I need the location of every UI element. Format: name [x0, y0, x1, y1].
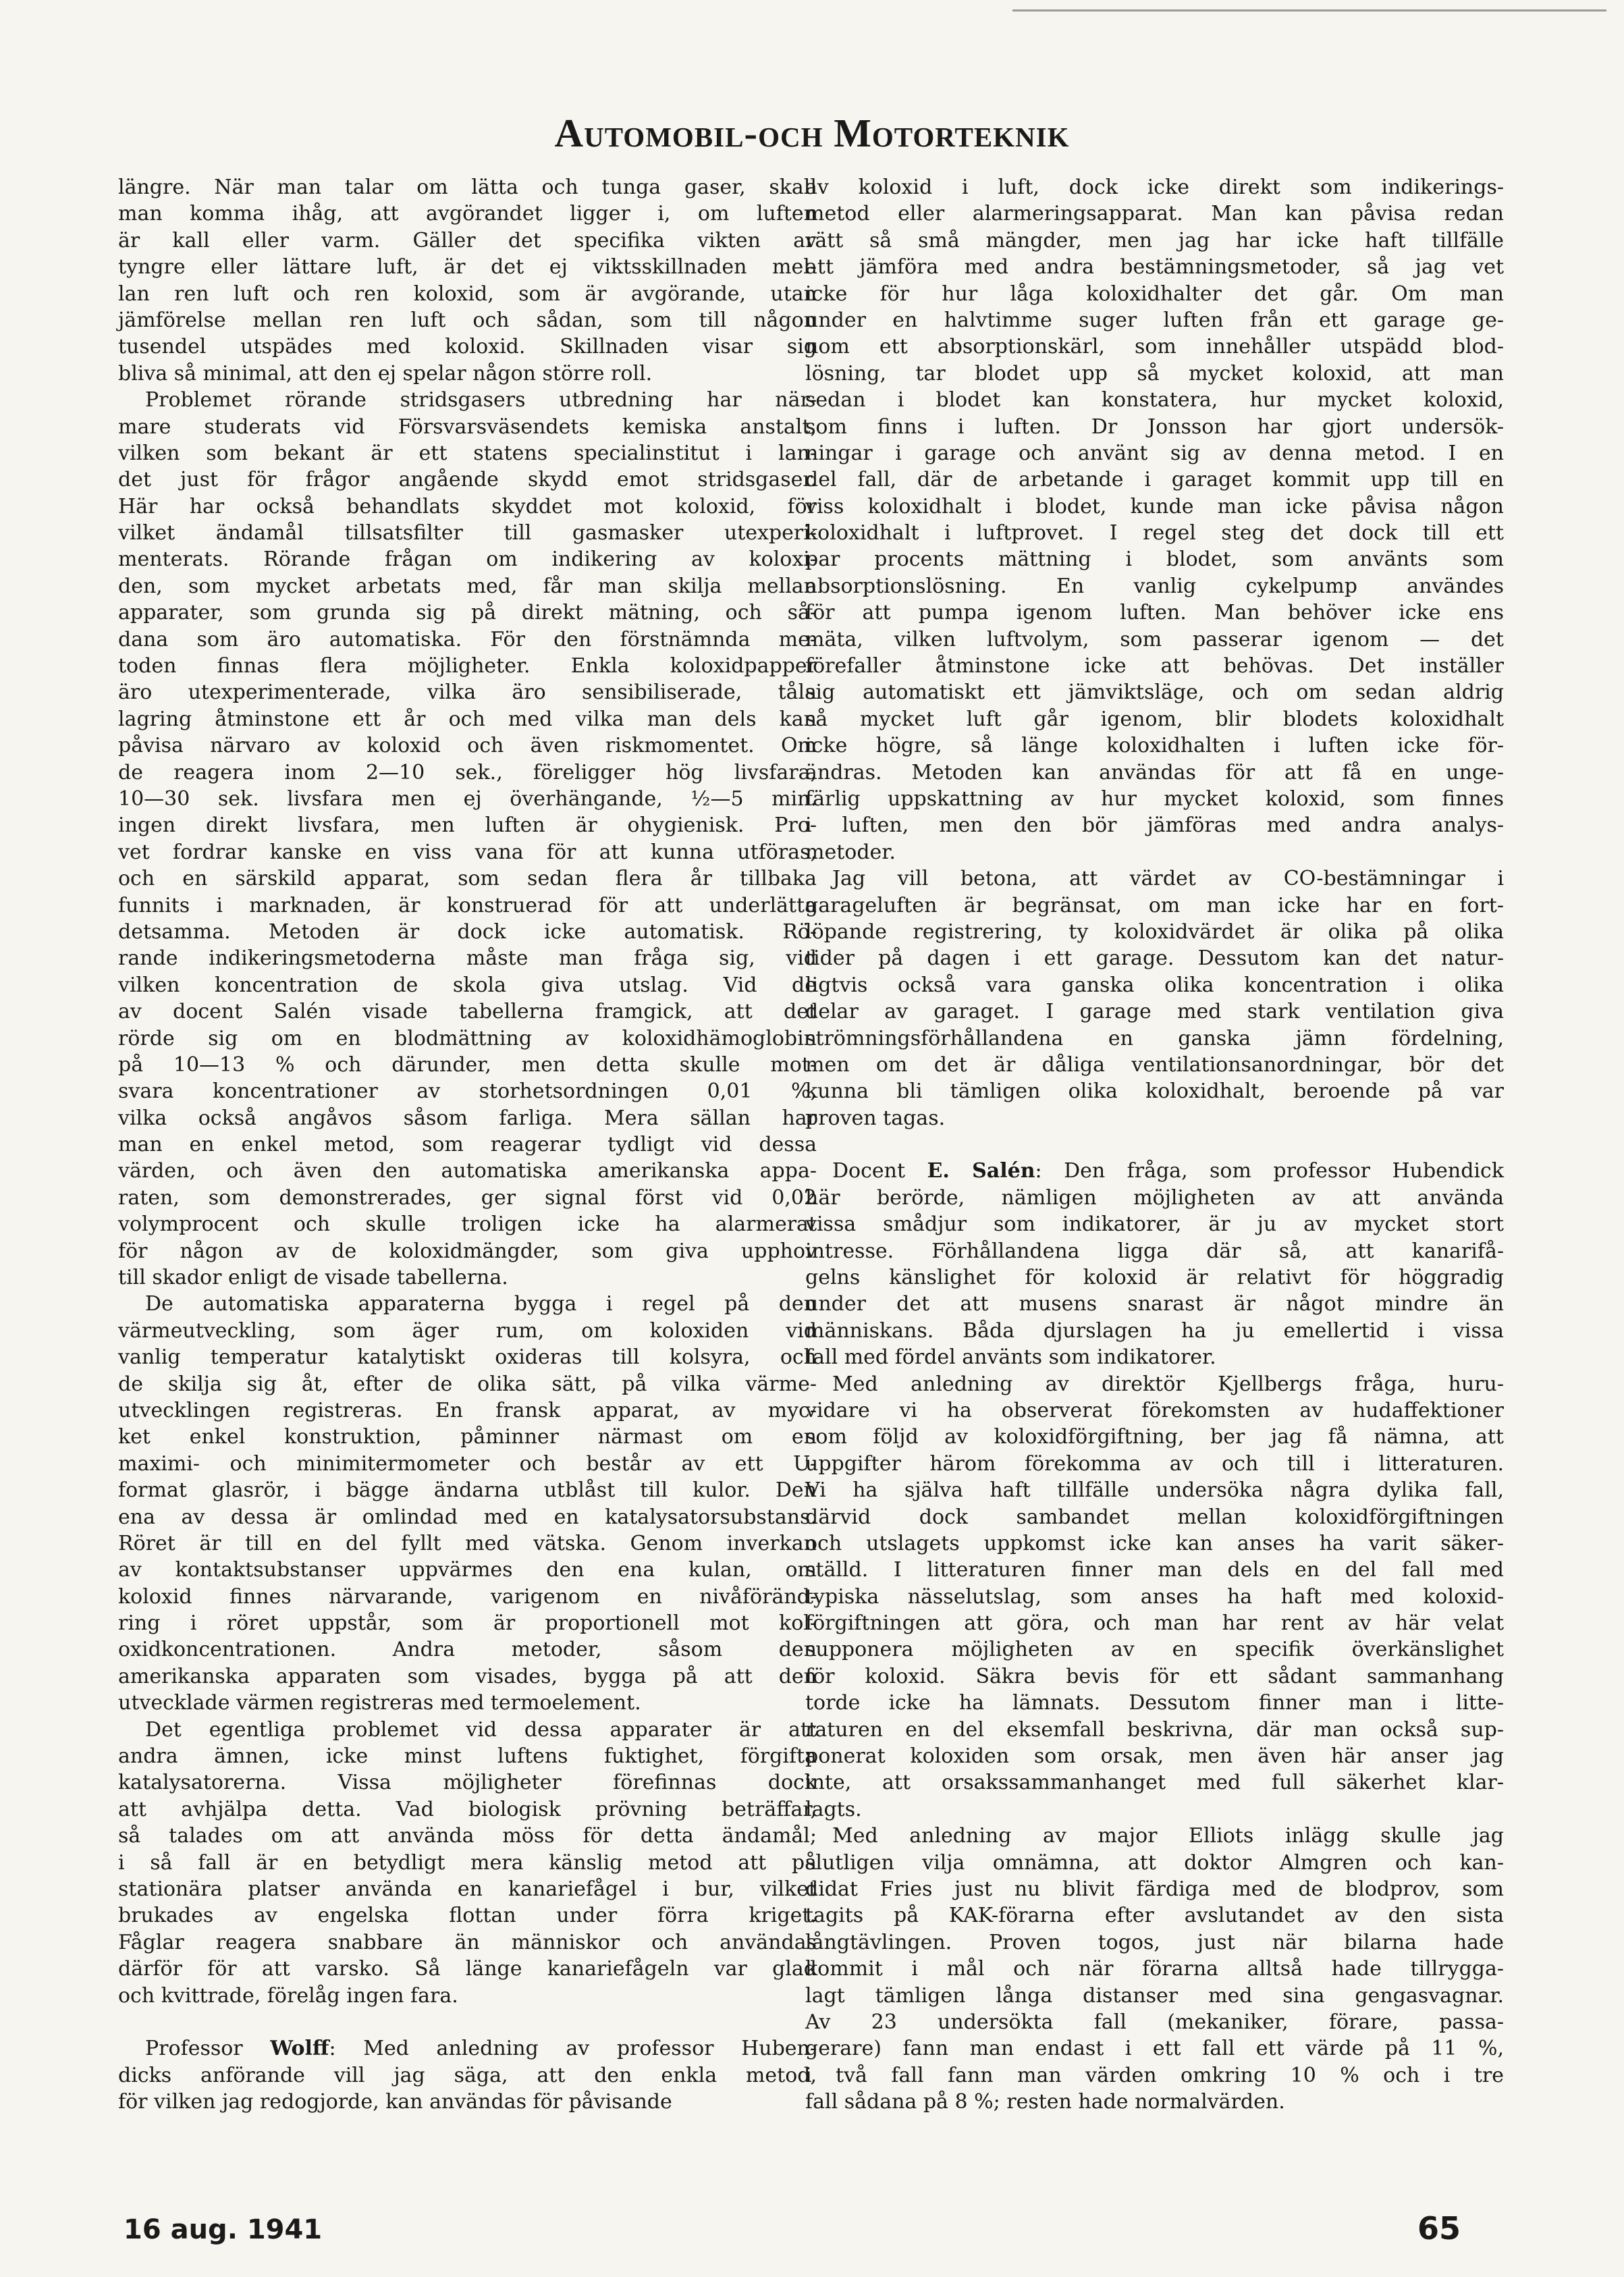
text-line: koloxid finnes närvarande, varigenom en nivåföränd-	[118, 1584, 817, 1609]
text-line: De automatiska apparaterna bygga i regel på den	[145, 1292, 817, 1316]
text-line: att jämföra med andra bestämningsmetoder, så jag vet	[805, 255, 1504, 279]
text-line: därvid dock sambandet mellan koloxidförgiftningen	[805, 1505, 1504, 1529]
text-line: detsamma. Metoden är dock icke automatisk. Rö-	[118, 919, 817, 944]
text-line: Det egentliga problemet vid dessa apparater är att	[145, 1717, 817, 1742]
text-line: och en särskild apparat, som sedan flera år tillbaka	[118, 867, 817, 891]
text-line: vilka också angåvos såsom farliga. Mera sällan har	[118, 1106, 817, 1130]
text-line: mare studerats vid Försvarsväsendets kemiska anstalt,	[118, 414, 817, 439]
text-line: gelns känslighet för koloxid är relativt för höggradig	[805, 1266, 1504, 1290]
text-line: vilken som bekant är ett statens specialinstitut i lan-	[118, 441, 817, 465]
text-line: Av 23 undersökta fall (mekaniker, förare, passa-	[805, 2010, 1504, 2034]
text-line: för någon av de koloxidmängder, som giva upphov	[118, 1239, 817, 1263]
text-line: tider på dagen i ett garage. Dessutom kan det natur-	[805, 946, 1504, 971]
text-line: de skilja sig åt, efter de olika sätt, på vilka värme-	[118, 1372, 817, 1396]
text-line: människans. Båda djurslagen ha ju emellertid i vissa	[805, 1318, 1504, 1343]
text-line: äro utexperimenterade, vilka äro sensibiliserade, tåla	[118, 680, 817, 705]
text-line: viss koloxidhalt i blodet, kunde man icke påvisa någon	[805, 494, 1504, 518]
text-line: till skador enligt de visade tabellerna.	[118, 1266, 508, 1290]
text-line: Här har också behandlats skyddet mot koloxid, för	[118, 494, 817, 518]
text-line: metoder.	[805, 840, 896, 864]
text-line: lagring åtminstone ett år och med vilka man dels kan	[118, 707, 817, 731]
text-line: katalysatorerna. Vissa möjligheter förefinnas dock	[118, 1771, 817, 1795]
text-line: proven tagas.	[805, 1106, 946, 1130]
text-line: värden, och även den automatiska amerikanska appa-	[118, 1159, 817, 1183]
text-line: garageluften är begränsat, om man icke har en fort-	[805, 893, 1504, 917]
text-line: är kall eller varm. Gäller det specifika vikten av	[118, 228, 817, 252]
text-line: oxidkoncentrationen. Andra metoder, såsom den	[118, 1638, 817, 1662]
text-line: och kvittrade, förelåg ingen fara.	[118, 1983, 458, 2008]
text-line: ket enkel konstruktion, påminner närmast om en	[118, 1425, 817, 1449]
text-line: utvecklingen registreras. En fransk apparat, av myc-	[118, 1398, 817, 1422]
text-line: ligtvis också vara ganska olika koncentration i olika	[805, 973, 1504, 997]
text-line: påvisa närvaro av koloxid och även riskmomentet. Om	[118, 734, 817, 758]
text-line: vet fordrar kanske en viss vana för att kunna utföras,	[118, 840, 817, 864]
text-line: tyngre eller lättare luft, är det ej viktsskillnaden mel-	[118, 255, 817, 279]
text-line: volymprocent och skulle troligen icke ha alarmerat	[118, 1212, 817, 1237]
text-line: men om det är dåliga ventilationsanordningar, bör det	[805, 1052, 1504, 1077]
text-line: rande indikeringsmetoderna måste man fråga sig, vid	[118, 946, 817, 971]
text-line: löpande registrering, ty koloxidvärdet är olika på olika	[805, 919, 1504, 944]
text-line: Med anledning av direktör Kjellbergs fråga, huru-	[832, 1372, 1504, 1396]
text-line: rörde sig om en blodmättning av koloxidhämoglobin	[118, 1026, 817, 1050]
left-text-column	[118, 174, 817, 2116]
text-line: Professor Wolff: Med anledning av professor Huben-	[145, 2037, 817, 2061]
text-line: Med anledning av major Elliots inlägg skulle jag	[832, 1824, 1504, 1848]
text-line: vidare vi ha observerat förekomsten av hudaffektioner	[805, 1398, 1504, 1422]
text-line: sedan i blodet kan konstatera, hur mycket koloxid,	[805, 388, 1504, 412]
text-line: lagt tämligen långa distanser med sina gengasvagnar.	[805, 1983, 1504, 2008]
text-line: inte, att orsakssammanhanget med full säkerhet klar-	[805, 1771, 1504, 1795]
text-line: lan ren luft och ren koloxid, som är avgörande, utan	[118, 282, 817, 306]
text-line: apparater, som grunda sig på direkt mätning, och så-	[118, 601, 817, 625]
top-rule	[1012, 9, 1606, 11]
text-line: här berörde, nämligen möjligheten av att använda	[805, 1185, 1504, 1210]
text-line: och utslagets uppkomst icke kan anses ha varit säker-	[805, 1531, 1504, 1555]
text-line: de reagera inom 2—10 sek., föreligger hög livsfara,	[118, 760, 817, 784]
text-line: ena av dessa är omlindad med en katalysatorsubstans.	[118, 1505, 817, 1529]
text-line: gerare) fann man endast i ett fall ett värde på 11 %,	[805, 2037, 1504, 2061]
text-line: därför för att varsko. Så länge kanariefågeln var glad	[118, 1957, 817, 1981]
text-line: typiska nässelutslag, som anses ha haft med koloxid-	[805, 1584, 1504, 1609]
text-line: uppgifter härom förekomma av och till i litteraturen.	[805, 1451, 1504, 1476]
text-line: längre. När man talar om lätta och tunga gaser, skall	[118, 176, 817, 199]
text-line: tagits på KAK-förarna efter avslutandet av den sista	[805, 1904, 1504, 1928]
text-line: den, som mycket arbetats med, får man skilja mellan	[118, 574, 817, 598]
text-line: kommit i mål och när förarna alltså hade tillrygga-	[805, 1957, 1504, 1981]
text-line: kunna bli tämligen olika koloxidhalt, beroende på var	[805, 1079, 1504, 1104]
text-line: bliva så minimal, att den ej spelar någon större roll.	[118, 361, 653, 385]
text-line: vilket ändamål tillsatsfilter till gasmasker utexperi-	[118, 521, 817, 545]
text-line: didat Fries just nu blivit färdiga med de blodprov, som	[805, 1877, 1504, 1901]
text-line: funnits i marknaden, är konstruerad för att underlätta	[118, 893, 817, 917]
text-line: det just för frågor angående skydd emot stridsgaser.	[118, 468, 817, 492]
text-line: amerikanska apparaten som visades, bygga på att den	[118, 1664, 817, 1688]
text-line: metod eller alarmeringsapparat. Man kan påvisa redan	[805, 202, 1504, 226]
text-line: ring i röret uppstår, som är proportionell mot kol-	[118, 1611, 817, 1636]
text-line: färlig uppskattning av hur mycket koloxid, som finnes	[805, 786, 1504, 811]
text-line: jämförelse mellan ren luft och sådan, som till någon	[118, 308, 817, 332]
text-line: par procents mättning i blodet, som använts som	[805, 547, 1504, 572]
text-line: under en halvtimme suger luften från ett garage ge-	[805, 308, 1504, 332]
text-line: som finns i luften. Dr Jonsson har gjort undersök-	[805, 414, 1504, 439]
text-line: av docent Salén visade tabellerna framgick, att det	[118, 1000, 817, 1024]
text-line: fall med fördel använts som indikatorer.	[805, 1345, 1216, 1370]
speaker-name: Wolff	[270, 2037, 329, 2061]
text-line: brukades av engelska flottan under förra kriget.	[118, 1904, 817, 1928]
text-line: för att pumpa igenom luften. Man behöver icke ens	[805, 601, 1504, 625]
text-line: supponera möjligheten av en specifik överkänslighet	[805, 1638, 1504, 1662]
text-line: av kontaktsubstanser uppvärmes den ena kulan, om	[118, 1558, 817, 1582]
text-line: Problemet rörande stridsgasers utbredning har när-	[145, 388, 817, 412]
paragraph-gap	[805, 1131, 1504, 1158]
text-line: svara koncentrationer av storhetsordningen 0,01 %,	[118, 1079, 817, 1104]
speaker-name: E. Salén	[927, 1159, 1035, 1183]
text-line: ställd. I litteraturen finner man dels en del fall med	[805, 1558, 1504, 1582]
text-line: för koloxid. Säkra bevis för ett sådant sammanhang	[805, 1664, 1504, 1688]
text-line: torde icke ha lämnats. Dessutom finner man i litte-	[805, 1691, 1504, 1715]
text-line: maximi- och minimitermometer och består av ett U-	[118, 1451, 817, 1476]
text-line: långtävlingen. Proven togos, just när bilarna hade	[805, 1930, 1504, 1954]
text-line: strömningsförhållandena en ganska jämn fördelning,	[805, 1026, 1504, 1050]
text-line: lösning, tar blodet upp så mycket koloxid, att man	[805, 361, 1504, 385]
text-line: intresse. Förhållandena ligga där så, att kanarifå-	[805, 1239, 1504, 1263]
text-line: ponerat koloxiden som orsak, men även här anser jag	[805, 1744, 1504, 1769]
text-line: vilken koncentration de skola giva utslag. Vid de	[118, 973, 817, 997]
page-number: 65	[1417, 2210, 1461, 2247]
text-line: i så fall är en betydligt mera känslig metod att på	[118, 1850, 817, 1875]
text-line: vissa smådjur som indikatorer, är ju av mycket stort	[805, 1212, 1504, 1237]
journal-header-title: Automobil-och Motorteknik	[554, 111, 1070, 155]
text-line: stationära platser använda en kanariefågel i bur, vilket	[118, 1877, 817, 1901]
text-line: av koloxid i luft, dock icke direkt som indikerings-	[805, 176, 1504, 199]
right-text-column	[805, 174, 1504, 2116]
text-line: fall sådana på 8 %; resten hade normalvärden.	[805, 2090, 1285, 2114]
text-line: dana som äro automatiska. För den förstnämnda me-	[118, 627, 817, 651]
text-line: man en enkel metod, som reagerar tydligt vid dessa	[118, 1133, 817, 1157]
text-line: Jag vill betona, att värdet av CO-bestämningar i	[832, 867, 1504, 891]
text-line: raten, som demonstrerades, ger signal först vid 0,02	[118, 1185, 817, 1210]
text-line: dicks anförande vill jag säga, att den enkla metod,	[118, 2063, 817, 2087]
text-line: sig automatiskt ett jämviktsläge, och om sedan aldrig	[805, 680, 1504, 705]
text-line: så talades om att använda möss för detta ändamål;	[118, 1824, 817, 1848]
text-line: förefaller åtminstone icke att behövas. Det inställer	[805, 654, 1504, 678]
text-line: toden finnas flera möjligheter. Enkla koloxidpapper	[118, 654, 817, 678]
text-line: koloxidhalt i luftprovet. I regel steg det dock till ett	[805, 521, 1504, 545]
text-line: Docent E. Salén: Den fråga, som professor Hubendick	[832, 1159, 1504, 1183]
issue-date: 16 aug. 1941	[124, 2214, 323, 2245]
text-line: vanlig temperatur katalytiskt oxideras till kolsyra, och	[118, 1345, 817, 1370]
text-line: för vilken jag redogjorde, kan användas för påvisande	[118, 2090, 672, 2114]
text-line: i två fall fann man värden omkring 10 % och i tre	[805, 2063, 1504, 2087]
text-line: så mycket luft går igenom, blir blodets koloxidhalt	[805, 707, 1504, 731]
text-line: andra ämnen, icke minst luftens fuktighet, förgifta	[118, 1744, 817, 1769]
text-line: icke för hur låga koloxidhalter det går. Om man	[805, 282, 1504, 306]
text-line: del fall, där de arbetande i garaget kommit upp till en	[805, 468, 1504, 492]
text-line: nom ett absorptionskärl, som innehåller utspädd blod-	[805, 335, 1504, 359]
text-line: 10—30 sek. livsfara men ej överhängande, ½—5 min.	[118, 786, 817, 811]
text-line: raturen en del eksemfall beskrivna, där man också sup-	[805, 1717, 1504, 1742]
text-line: lagts.	[805, 1797, 862, 1821]
text-line: absorptionslösning. En vanlig cykelpump användes	[805, 574, 1504, 598]
text-line: mäta, vilken luftvolym, som passerar igenom — det	[805, 627, 1504, 651]
text-line: värmeutveckling, som äger rum, om koloxiden vid	[118, 1318, 817, 1343]
text-line: Röret är till en del fyllt med vätska. Genom inverkan	[118, 1531, 817, 1555]
text-line: format glasrör, i bägge ändarna utblåst till kulor. Den	[118, 1478, 817, 1503]
text-line: förgiftningen att göra, och man har rent av här velat	[805, 1611, 1504, 1636]
text-line: menterats. Rörande frågan om indikering av koloxi-	[118, 547, 817, 572]
paragraph-gap	[118, 2009, 817, 2035]
text-line: Fåglar reagera snabbare än människor och användas	[118, 1930, 817, 1954]
text-line: rätt så små mängder, men jag har icke haft tillfälle	[805, 228, 1504, 252]
text-line: utvecklade värmen registreras med termoelement.	[118, 1691, 641, 1715]
text-line: ändras. Metoden kan användas för att få en unge-	[805, 760, 1504, 784]
text-line: som följd av koloxidförgiftning, ber jag få nämna, att	[805, 1425, 1504, 1449]
text-line: på 10—13 % och därunder, men detta skulle mot-	[118, 1052, 817, 1077]
text-line: slutligen vilja omnämna, att doktor Almgren och kan-	[805, 1850, 1504, 1875]
text-line: i luften, men den bör jämföras med andra analys-	[805, 813, 1504, 838]
text-line: Vi ha själva haft tillfälle undersöka några dylika fall,	[805, 1478, 1504, 1503]
text-line: tusendel utspädes med koloxid. Skillnaden visar sig	[118, 335, 817, 359]
text-line: ningar i garage och använt sig av denna metod. I en	[805, 441, 1504, 465]
text-line: icke högre, så länge koloxidhalten i luften icke för-	[805, 734, 1504, 758]
text-line: under det att musens snarast är något mindre än	[805, 1292, 1504, 1316]
text-line: ingen direkt livsfara, men luften är ohygienisk. Pro-	[118, 813, 817, 838]
text-line: delar av garaget. I garage med stark ventilation giva	[805, 1000, 1504, 1024]
text-line: man komma ihåg, att avgörandet ligger i, om luften	[118, 202, 817, 226]
text-line: att avhjälpa detta. Vad biologisk prövning beträffar,	[118, 1797, 817, 1821]
